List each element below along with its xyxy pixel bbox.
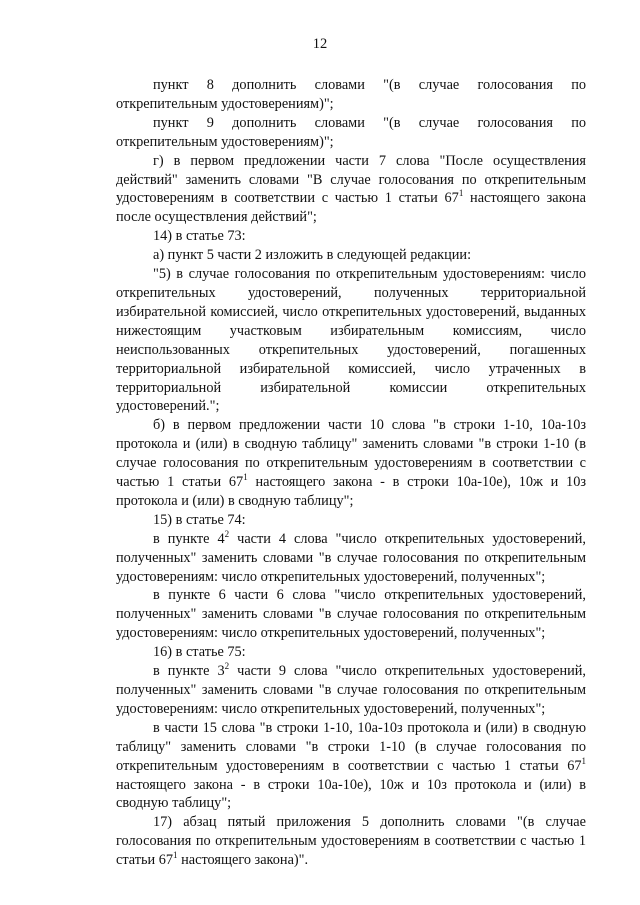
paragraph-text: "5) в случае голосования по открепительным удостоверениям: число открепительных удостоверений, полученных территориальной избирательной комиссией, число открепительных удостоверений, выданных нижестоящим участковым избирательным комиссиям, число неиспользованных открепительных удостоверений, погашенных территориальной избирательной комиссией, число утраченных в территориальной избирательной комиссии открепительных удостоверений."; <box>116 266 586 415</box>
paragraph <box>116 227 586 246</box>
paragraph-text: части 9 слова "число открепительных удостоверений, полученных" заменить словами "в случае голосования по открепительным удостоверениям: число открепительных удостоверений, полученных"; <box>116 663 586 717</box>
paragraph-text: пункт 8 дополнить словами "(в случае голосования по открепительным удостоверениям)"; <box>116 77 586 112</box>
paragraph <box>116 416 586 511</box>
paragraph-text: 17) абзац пятый приложения 5 дополнить словами "(в случае голосования по открепительным удостоверениям в соответствии с частью 1 статьи 67 <box>116 814 586 869</box>
paragraph <box>116 813 586 870</box>
paragraph-text: настоящего закона)". <box>177 852 309 869</box>
superscript: 1 <box>173 850 178 861</box>
paragraph <box>116 643 586 662</box>
paragraph <box>116 586 586 643</box>
superscript: 1 <box>458 188 464 199</box>
paragraph <box>116 530 586 587</box>
paragraph-text: б) в первом предложении части 10 слова "в строки 1-10, 10а-10з протокола и (или) в сводную таблицу" заменить словами "в строки 1-10 (в случае голосования по открепительным удостоверениям в соответствии с частью 1 статьи 67 <box>116 417 586 491</box>
paragraph-text: а) пункт 5 части 2 изложить в следующей редакции: <box>153 247 472 264</box>
paragraph-text: части 4 слова "число открепительных удостоверений, полученных" заменить словами "в случае голосования по открепительным удостоверениям: число открепительных удостоверений, полученных"; <box>116 530 586 585</box>
paragraph-text: в пункте 6 части 6 слова "число открепительных удостоверений, полученных" заменить словами "в случае голосования по открепительным удостоверениям: число открепительных удостоверений, полученных"; <box>116 587 586 642</box>
paragraph <box>116 265 586 416</box>
paragraph <box>116 76 586 114</box>
paragraph <box>116 511 586 530</box>
paragraph <box>116 246 586 265</box>
document-body <box>116 76 586 870</box>
superscript: 1 <box>581 755 586 766</box>
paragraph-text: настоящего закона - в строки 10а-10е), 10ж и 10з протокола и (или) в сводную таблицу"; <box>116 474 587 509</box>
paragraph <box>116 152 586 228</box>
paragraph-text: в пункте 3 <box>153 663 225 680</box>
page-number: 12 <box>312 36 328 52</box>
paragraph-text: настоящего закона - в строки 10а-10е), 10ж и 10з протокола и (или) в сводную таблицу"; <box>116 776 586 812</box>
paragraph-text: г) в первом предложении части 7 слова "После осуществления действий" заменить словами "В случае голосования по открепительным удостоверениям в соответствии с частью 1 статьи 67 <box>116 152 586 207</box>
paragraph-text: 15) в статье 74: <box>153 511 246 528</box>
superscript: 2 <box>224 528 230 539</box>
superscript: 1 <box>243 472 248 483</box>
paragraph-text: в части 15 слова "в строки 1-10, 10а-10з протокола и (или) в сводную таблицу" заменить словами "в строки 1-10 (в случае голосования по открепительным удостоверениям в соответствии с частью 1 статьи 67 <box>116 719 586 774</box>
paragraph-text: в пункте 4 <box>153 530 225 547</box>
paragraph <box>116 114 586 152</box>
paragraph-text: 14) в статье 73: <box>153 228 246 245</box>
paragraph-text: пункт 9 дополнить словами "(в случае голосования по открепительным удостоверениям)"; <box>116 114 586 150</box>
paragraph-text: настоящего закона после осуществления действий"; <box>116 190 586 226</box>
superscript: 2 <box>224 661 230 672</box>
paragraph-text: 16) в статье 75: <box>153 644 246 661</box>
paragraph <box>116 719 586 814</box>
paragraph <box>116 662 586 719</box>
